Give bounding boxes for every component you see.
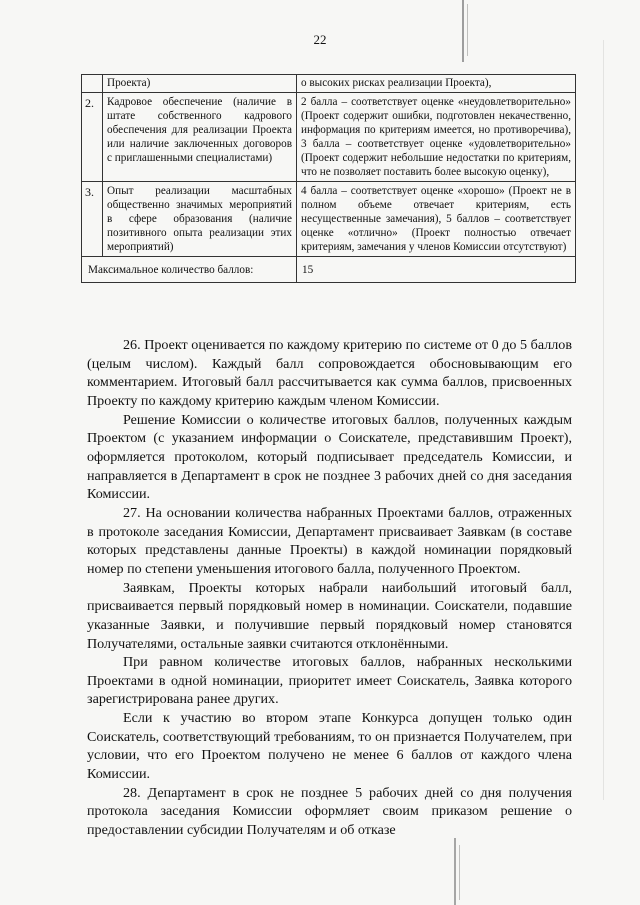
- paragraph: 28. Департамент в срок не позднее 5 рабочих дней со дня получения протокола заседания Комиссии оформляет своим приказом решение о предоставлении субсидии Получателям и об отказе: [87, 784, 572, 839]
- table-row: [82, 182, 576, 257]
- table-row-max: [82, 257, 576, 283]
- criterion-text: Опыт реализации масштабных общественно значимых мероприятий в сфере образования (наличие позитивного опыта реализации этих мероприятий): [103, 182, 297, 257]
- criterion-text: Кадровое обеспечение (наличие в штате собственного кадрового обеспечения для реализации Проекта или наличие заключенных договоров с приглашенными специалистами): [103, 93, 297, 182]
- paragraph: 26. Проект оценивается по каждому критерию по системе от 0 до 5 баллов (целым числом). Каждый балл сопровождается обосновывающим его комментарием. Итоговый балл рассчитывается как сумма баллов, присвоенных Проекту по каждому критерию каждым членом Комиссии.: [87, 337, 572, 409]
- score-description: о высоких рисках реализации Проекта),: [297, 75, 576, 93]
- scan-mark: [454, 838, 456, 905]
- criterion-number: 2.: [82, 93, 103, 182]
- score-description: 4 балла – соответствует оценке «хорошо» (Проект не в полном объеме отвечает критериям, есть несущественные замечания), 5 баллов – соответствует оценке «отлично» (Проект полностью отвечает критериям, замечания у членов Комиссии отсутствуют): [297, 182, 576, 257]
- criterion-text: Проекта): [103, 75, 297, 93]
- scan-mark: [462, 0, 464, 62]
- paragraph: Решение Комиссии о количестве итоговых баллов, полученных каждым Проектом (с указанием информации о Соискателе, представившим Проект), оформляется протоколом, который подписывает председатель Комиссии, и направляется в Департамент в срок не позднее 3 рабочих дней со дня заседания Комиссии.: [87, 411, 572, 503]
- paragraph: При равном количестве итоговых баллов, набранных несколькими Проектами в одной номинации, приоритет имеет Соискатель, Заявка которого зарегистрирована ранее других.: [87, 654, 572, 708]
- table-row: [82, 93, 576, 182]
- criteria-table: [81, 74, 576, 283]
- page-number: 22: [313, 32, 327, 47]
- criterion-number: 3.: [82, 182, 103, 257]
- max-score-label: Максимальное количество баллов:: [82, 257, 297, 283]
- table-row: [82, 75, 576, 93]
- scan-mark: [459, 845, 460, 900]
- paragraph: Заявкам, Проекты которых набрали наибольший итоговый балл, присваивается первый порядковый номер в номинации. Соискатели, подавшие указанные Заявки, и получившие первый порядковый номер становятся Получателями, остальные заявки считаются отклонёнными.: [87, 579, 572, 652]
- paragraph: Если к участию во втором этапе Конкурса допущен только один Соискатель, соответствующий требованиям, то он признается Получателем, при условии, что его Проектом получено не менее 6 баллов от каждого члена Комиссии.: [87, 710, 572, 783]
- criterion-number: [82, 75, 103, 93]
- body-text: [87, 336, 572, 840]
- scan-mark: [467, 4, 468, 56]
- paragraph: 27. На основании количества набранных Проектами баллов, отраженных в протоколе заседания Комиссии, Департамент присваивает Заявкам (в составе которых представлены данные Проекты) в каждой номинации порядковый номер по степени уменьшения итогового балла, полученного Проектом.: [87, 504, 572, 577]
- score-description: 2 балла – соответствует оценке «неудовлетворительно» (Проект содержит ошибки, подготовлен некачественно, информация по критериям имеется, но противоречива), 3 балла – соответствует оценке «удовлетворительно» (Проект содержит небольшие недостатки по критериям, что не позволяет поставить более высокую оценку),: [297, 93, 576, 182]
- scan-mark: [603, 40, 604, 800]
- max-score-value: 15: [297, 257, 576, 283]
